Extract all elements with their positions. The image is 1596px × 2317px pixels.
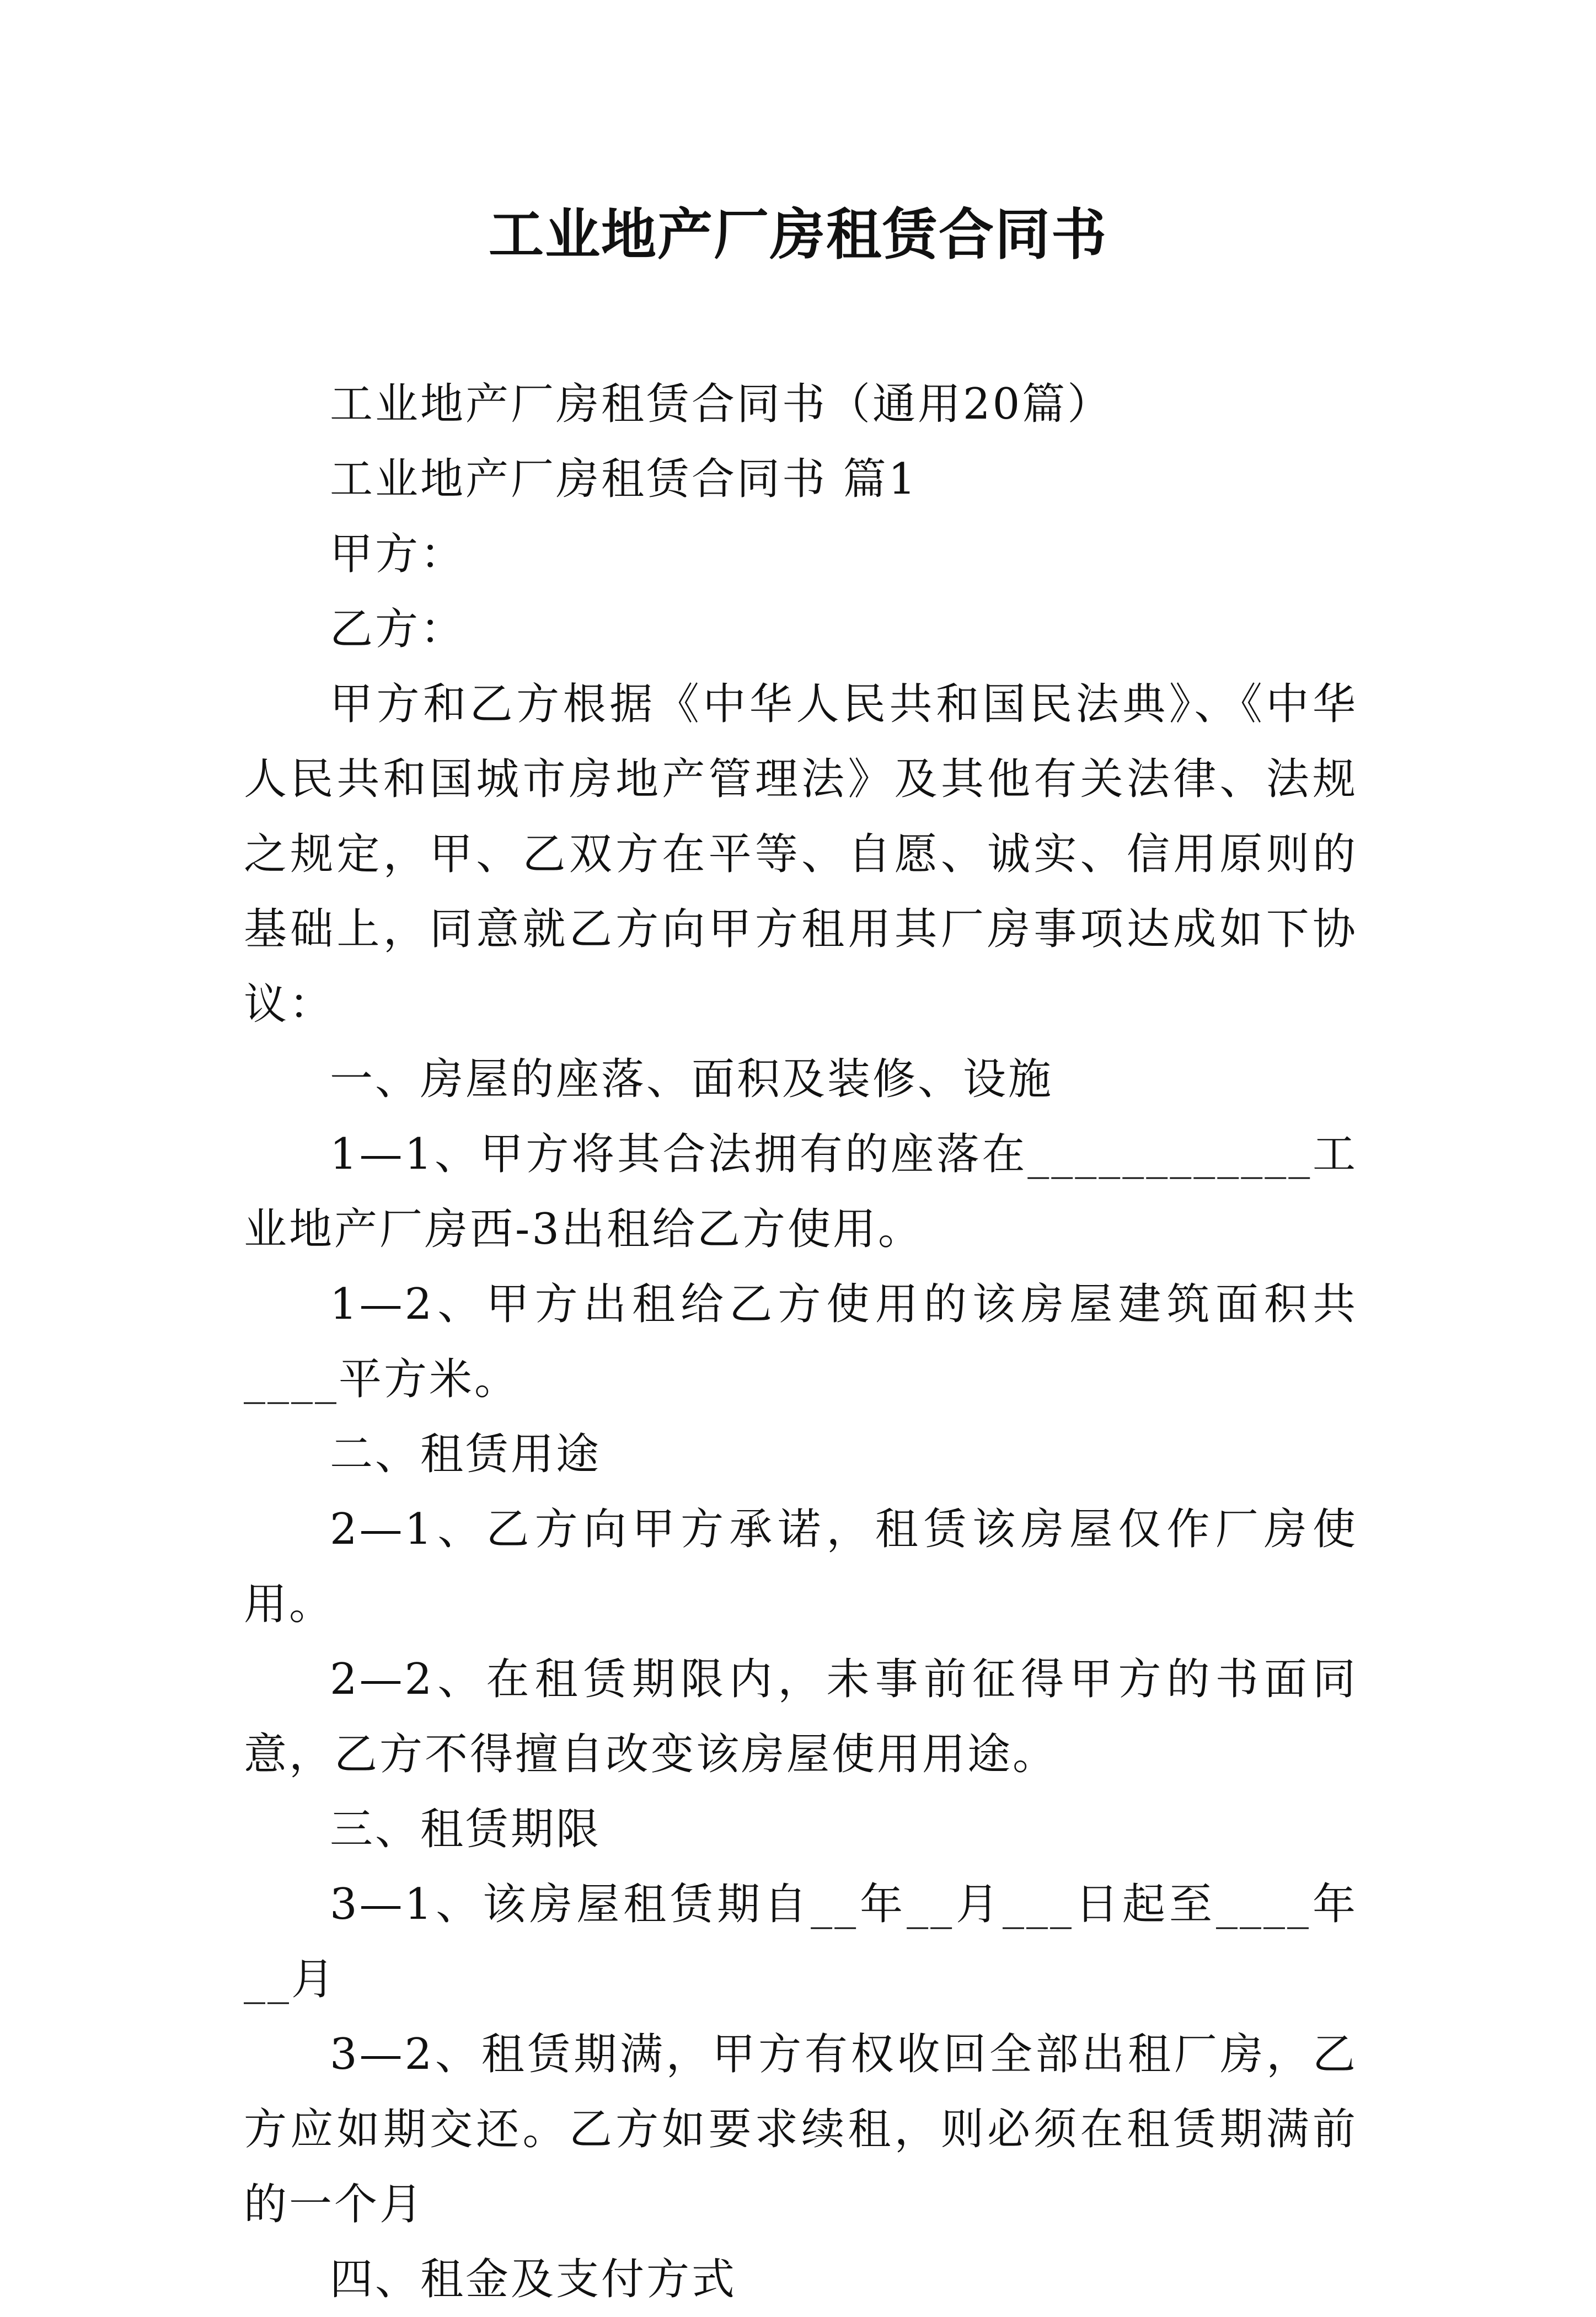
clause-3-1: 3—1、该房屋租赁期自__年__月___日起至____年__月 xyxy=(244,1880,1358,2004)
document-title: 工业地产厂房租赁合同书 xyxy=(489,202,1107,267)
section-heading-3: 三、租赁期限 xyxy=(330,1805,602,1854)
paragraph-party-a: 甲方： xyxy=(330,529,466,579)
document-body xyxy=(244,367,1358,2317)
paragraph-subtitle: 工业地产厂房租赁合同书（通用20篇） xyxy=(330,379,1113,429)
section-heading-2: 二、租赁用途 xyxy=(330,1430,602,1479)
paragraph-chapter-heading: 工业地产厂房租赁合同书 篇1 xyxy=(330,454,918,504)
section-heading-4: 四、租金及支付方式 xyxy=(330,2255,737,2304)
clause-1-2: 1—2、甲方出租给乙方使用的该房屋建筑面积共____平方米。 xyxy=(244,1280,1358,1404)
clause-2-2: 2—2、在租赁期限内，未事前征得甲方的书面同意，乙方不得擅自改变该房屋使用用途。 xyxy=(244,1655,1358,1779)
clause-2-1: 2—1、乙方向甲方承诺，租赁该房屋仅作厂房使用。 xyxy=(244,1505,1358,1629)
paragraph-preamble: 甲方和乙方根据《中华人民共和国民法典》、《中华人民共和国城市房地产管理法》及其他有关法律、法规之规定，甲、乙双方在平等、自愿、诚实、信用原则的基础上，同意就乙方向甲方租用其厂房事项达成如下协议： xyxy=(244,679,1358,1029)
clause-1-1: 1—1、甲方将其合法拥有的座落在____________工业地产厂房西-3出租给乙方使用。 xyxy=(244,1130,1358,1254)
section-heading-1: 一、房屋的座落、面积及装修、设施 xyxy=(330,1055,1054,1104)
clause-3-2: 3—2、租赁期满，甲方有权收回全部出租厂房，乙方应如期交还。乙方如要求续租，则必须在租赁期满前的一个月 xyxy=(244,2030,1358,2229)
paragraph-party-b: 乙方： xyxy=(330,604,466,654)
